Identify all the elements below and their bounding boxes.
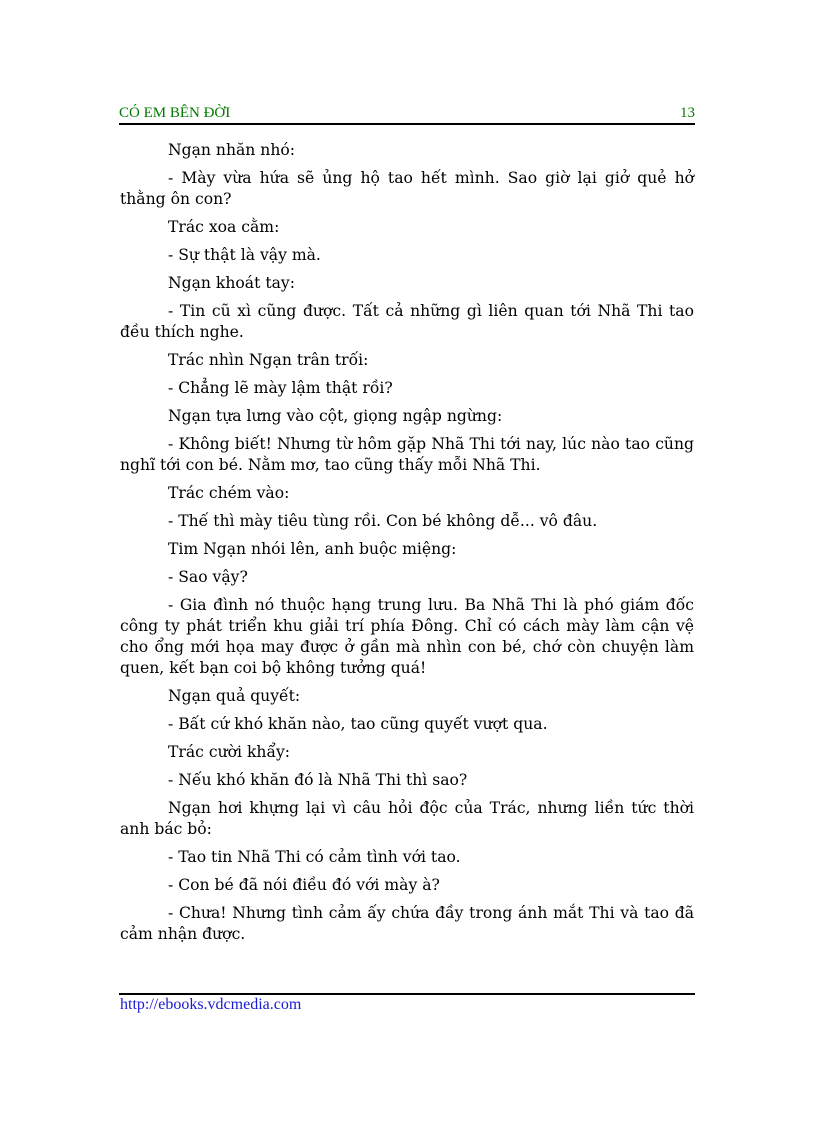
paragraph: Ngạn quả quyết: <box>168 687 301 705</box>
paragraph: - Sao vậy? <box>168 568 248 586</box>
footer-link[interactable]: http://ebooks.vdcmedia.com <box>120 996 302 1013</box>
paragraph: Trác chém vào: <box>168 484 290 502</box>
footer-divider <box>119 993 695 995</box>
paragraph: - Sự thật là vậy mà. <box>168 246 321 264</box>
paragraph: Ngạn tựa lưng vào cột, giọng ngập ngừng: <box>168 407 503 425</box>
paragraph: - Không biết! Nhưng từ hôm gặp Nhã Thi tới nay, lúc nào tao cũng nghĩ tới con bé. Nằm mơ, tao cũng thấy mỗi Nhã Thi. <box>120 435 694 474</box>
paragraph: - Con bé đã nói điều đó với mày à? <box>168 876 440 894</box>
paragraph: - Thế thì mày tiêu tùng rồi. Con bé không dễ... vô đâu. <box>168 512 598 530</box>
paragraph: Ngạn nhăn nhó: <box>168 141 296 159</box>
book-title: CÓ EM BÊN ĐỜI <box>119 105 231 121</box>
paragraph: - Mày vừa hứa sẽ ủng hộ tao hết mình. Sao giờ lại giở quẻ hở thằng ôn con? <box>120 169 694 208</box>
paragraph: Trác nhìn Ngạn trân trối: <box>168 351 369 369</box>
paragraph: Ngạn khoát tay: <box>168 274 295 292</box>
paragraph: Trác xoa cằm: <box>168 218 280 236</box>
page-number: 13 <box>680 105 695 121</box>
paragraph: Tim Ngạn nhói lên, anh buộc miệng: <box>168 540 457 558</box>
paragraph: Trác cười khẩy: <box>168 743 291 761</box>
page-header <box>119 102 695 122</box>
paragraph: - Gia đình nó thuộc hạng trung lưu. Ba Nhã Thi là phó giám đốc công ty phát triển khu giải trí phía Đông. Chỉ có cách mày làm cận vệ cho ổng mới họa may được ở gần mà nhìn con bé, chớ còn chuyện làm quen, kết bạn coi bộ không tưởng quá! <box>120 596 694 677</box>
paragraph: Ngạn hơi khựng lại vì câu hỏi độc của Trác, nhưng liền tức thời anh bác bỏ: <box>120 799 694 838</box>
paragraph: - Chưa! Nhưng tình cảm ấy chứa đầy trong ánh mắt Thi và tao đã cảm nhận được. <box>120 904 694 943</box>
paragraph: - Chẳng lẽ mày lậm thật rồi? <box>168 379 393 397</box>
page-body <box>120 140 694 952</box>
paragraph: - Tin cũ xì cũng được. Tất cả những gì liên quan tới Nhã Thi tao đều thích nghe. <box>120 302 694 341</box>
paragraph: - Bất cứ khó khăn nào, tao cũng quyết vượt qua. <box>168 715 548 733</box>
paragraph: - Nếu khó khăn đó là Nhã Thi thì sao? <box>168 771 468 789</box>
paragraph: - Tao tin Nhã Thi có cảm tình với tao. <box>168 848 461 866</box>
header-divider <box>119 123 695 125</box>
